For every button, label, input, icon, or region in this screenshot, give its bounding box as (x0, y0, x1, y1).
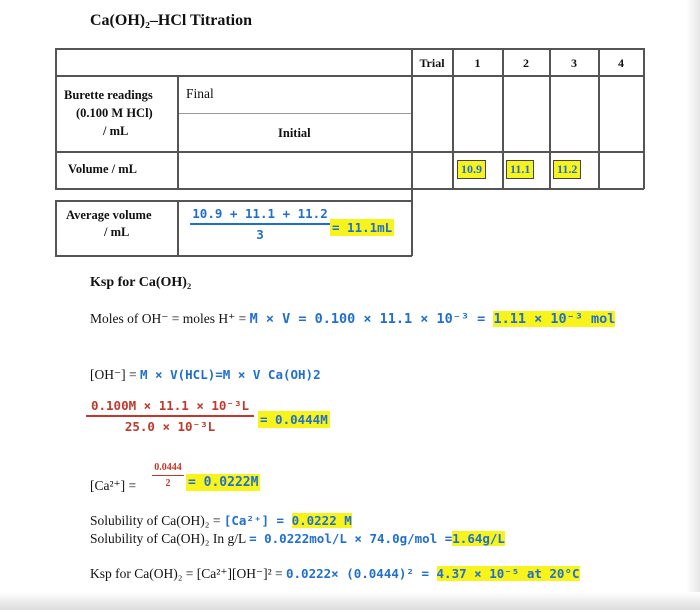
oh-numerator: 0.100M × 11.1 × 10⁻³L (90, 398, 250, 413)
page-title: Ca(OH)₂–HCl Titration (90, 12, 252, 29)
solubility-1-result: 0.0222 M (291, 513, 352, 528)
ksp-result: 4.37 × 10⁻⁵ at 20°C (436, 566, 580, 581)
trial-4-header: 4 (618, 56, 624, 70)
ca-result: = 0.0222M (188, 475, 259, 490)
ca-fraction (152, 462, 184, 489)
burette-label: Burette readings (64, 88, 153, 102)
trial-header: Trial (419, 56, 445, 70)
oh-line (90, 367, 321, 383)
table-line (55, 200, 57, 256)
table-line (177, 75, 179, 189)
table-line (177, 113, 412, 114)
ksp-prefix: Ksp for Ca(OH)₂ = [Ca²⁺][OH⁻]² = (90, 566, 286, 581)
fraction-bar (190, 223, 330, 225)
initial-label: Initial (278, 126, 311, 140)
ksp-heading: Ksp for Ca(OH)₂ (90, 275, 192, 290)
moles-line (90, 311, 615, 327)
solubility-2-formula: = 0.0222mol/L × 74.0g/mol = (249, 531, 453, 546)
table-line (411, 48, 413, 256)
volume-trial-3: 11.2 (553, 160, 581, 179)
solubility-2-result: 1.64g/L (452, 531, 505, 546)
burette-concentration: (0.100 M HCl) (76, 106, 153, 120)
ksp-line (90, 566, 580, 582)
oh-denominator: 25.0 × 10⁻³L (124, 418, 216, 434)
table-line (643, 48, 645, 189)
oh-result: = 0.0444M (260, 412, 328, 427)
ca-denominator: 2 (165, 478, 171, 489)
fraction-bar (86, 415, 254, 417)
trial-2-header: 2 (523, 56, 529, 70)
moles-result: 1.11 × 10⁻³ mol (493, 311, 616, 327)
average-numerator: 10.9 + 11.1 + 11.2 (192, 206, 328, 221)
volume-label: Volume / mL (68, 162, 137, 176)
burette-unit: / mL (103, 124, 129, 138)
volume-trial-2: 11.1 (506, 160, 534, 179)
solubility-2-prefix: Solubility of Ca(OH)₂ In g/L (90, 531, 250, 546)
table-line (55, 200, 412, 202)
ca-numerator: 0.0444 (154, 462, 182, 473)
final-label: Final (186, 86, 214, 101)
solubility-line-2 (90, 531, 505, 547)
page-edge-shadow (686, 0, 700, 610)
table-line (55, 75, 644, 77)
ca-prefix: [Ca²⁺] = (90, 478, 137, 493)
solubility-1-formula: [Ca²⁺] = (223, 513, 292, 528)
oh-prefix: [OH⁻] = (90, 367, 140, 382)
moles-prefix: Moles of OH⁻ = moles H⁺ = (90, 311, 250, 326)
fraction-bar (152, 475, 184, 476)
page-edge-shadow (0, 592, 700, 610)
moles-formula: M × V = 0.100 × 11.1 × 10⁻³ = (249, 311, 494, 327)
table-line (177, 200, 179, 256)
table-line (55, 255, 412, 257)
table-line (55, 188, 644, 190)
trial-1-header: 1 (474, 56, 481, 70)
volume-trial-1: 10.9 (457, 160, 486, 179)
ksp-formula: 0.0222× (0.0444)² = (286, 566, 437, 581)
average-denominator: 3 (256, 226, 264, 242)
average-unit: / mL (104, 225, 130, 239)
solubility-1-prefix: Solubility of Ca(OH)₂ = (90, 513, 224, 528)
oh-formula: M × V(HCL)=M × V Ca(OH)2 (139, 367, 321, 382)
solubility-line-1 (90, 513, 352, 529)
average-fraction (190, 206, 330, 242)
trial-3-header: 3 (571, 56, 577, 70)
average-result: = 11.1mL (332, 220, 393, 235)
table-line (55, 48, 644, 50)
table-line (55, 48, 57, 189)
table-line (55, 151, 644, 153)
oh-fraction (86, 398, 254, 434)
average-label: Average volume (66, 208, 152, 222)
